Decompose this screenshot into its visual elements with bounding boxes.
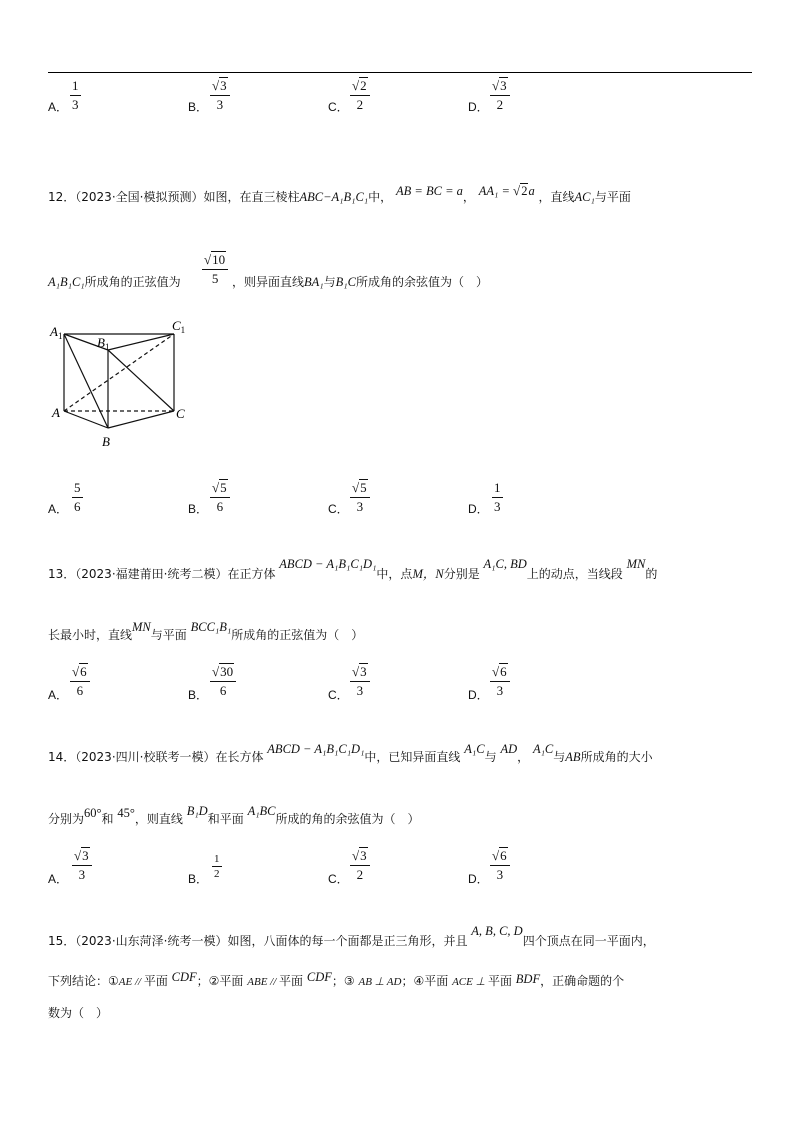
q13-line2: 长最小时，直线MN与平面 BCC₁B₁所成角的正弦值为（ ） <box>48 620 364 642</box>
option-label: B． <box>188 100 209 114</box>
q12-line2b: ，则异面直线BA₁与B₁C所成角的余弦值为（ ） <box>232 275 488 289</box>
option-label: B． <box>188 872 209 886</box>
prism-figure <box>46 316 206 450</box>
q14-line1: 14．（2023·四川·校联考一模）在长方体 ABCD − A₁B₁C₁D₁中，已知异面直线 A₁C与 AD， A₁C与AB所成角的大小 <box>48 742 653 764</box>
option-a-frac: $\frac{1}{3}$ <box>72 78 79 112</box>
option-label: D． <box>468 100 489 114</box>
option-label: C． <box>328 100 349 114</box>
q13-line1: 13．（2023·福建莆田·统考二模）在正方体 ABCD − A₁B₁C₁D₁中，点M，N分别是 A₁C, BD上的动点，当线段 MN的 <box>48 557 658 581</box>
edge-ac1-dashed <box>64 334 174 411</box>
label-c: C <box>176 406 185 421</box>
option-label: C． <box>328 872 349 886</box>
q12-option-b: $\frac{√5}{6}$ <box>210 480 230 515</box>
option-label: B． <box>188 688 209 702</box>
option-d-frac: $\frac{√3}{2}$ <box>490 78 510 113</box>
option-label: C． <box>328 502 349 516</box>
option-label: A． <box>48 872 69 886</box>
label-b1: $B_1$ <box>97 335 110 352</box>
q12-sine-frac: $\frac{√10}{5}$ <box>202 252 228 287</box>
q12-line1: 12．（2023·全国·模拟预测）如图，在直三棱柱ABC−A₁B₁C₁中， AB = BC = a， AA₁ = √2a ，直线AC₁与平面 <box>48 183 631 204</box>
q14-line2: 分别为60°和 45°，则直线 B₁D和平面 A₁BC所成的角的余弦值为（ ） <box>48 804 420 826</box>
option-label: B． <box>188 502 209 516</box>
label-c1: $C_1$ <box>172 318 186 335</box>
q13-option-d: $\frac{√6}{3}$ <box>490 664 510 699</box>
option-label: A． <box>48 688 69 702</box>
q15-line1: 15．（2023·山东菏泽·统考一模）如图，八面体的每一个面都是正三角形，并且 A, B, C, D四个顶点在同一平面内， <box>48 924 655 948</box>
label-b: B <box>102 434 110 449</box>
label-a: A <box>52 405 60 420</box>
q15-line3: 数为（ ） <box>48 1006 109 1020</box>
option-label: D． <box>468 502 489 516</box>
label-a1: $A_1$ <box>50 324 63 341</box>
q13-option-c: $\frac{√3}{3}$ <box>350 664 370 699</box>
q12-option-a: $\frac{5}{6}$ <box>74 480 81 514</box>
edge-b1c <box>108 350 174 411</box>
q14-option-b: $\frac{1}{2}$ <box>214 853 220 880</box>
q13-option-a: $\frac{√6}{6}$ <box>70 664 90 699</box>
option-label: C． <box>328 688 349 702</box>
q14-option-a: $\frac{√3}{3}$ <box>72 848 92 883</box>
header-rule <box>48 72 752 73</box>
option-c-frac: $\frac{√2}{2}$ <box>350 78 370 113</box>
q12-option-d: $\frac{1}{3}$ <box>494 480 501 514</box>
q13-option-b: $\frac{√30}{6}$ <box>210 664 236 699</box>
edge-bc <box>108 411 174 428</box>
edge-b1c1 <box>108 334 174 350</box>
q12-option-c: $\frac{√5}{3}$ <box>350 480 370 515</box>
q14-option-c: $\frac{√3}{2}$ <box>350 848 370 883</box>
option-label: D． <box>468 872 489 886</box>
option-label: A． <box>48 100 69 114</box>
q12-line2: A₁B₁C₁所成角的正弦值为 <box>48 275 181 289</box>
option-label: D． <box>468 688 489 702</box>
q15-line2: 下列结论：①AE // 平面 CDF；②平面 ABE // 平面 CDF；③ AB ⊥ AD；④平面 ACE ⊥ 平面 BDF，正确命题的个 <box>48 970 625 988</box>
option-b-frac: $\frac{√3}{3}$ <box>210 78 230 113</box>
option-label: A． <box>48 502 69 516</box>
q14-option-d: $\frac{√6}{3}$ <box>490 848 510 883</box>
